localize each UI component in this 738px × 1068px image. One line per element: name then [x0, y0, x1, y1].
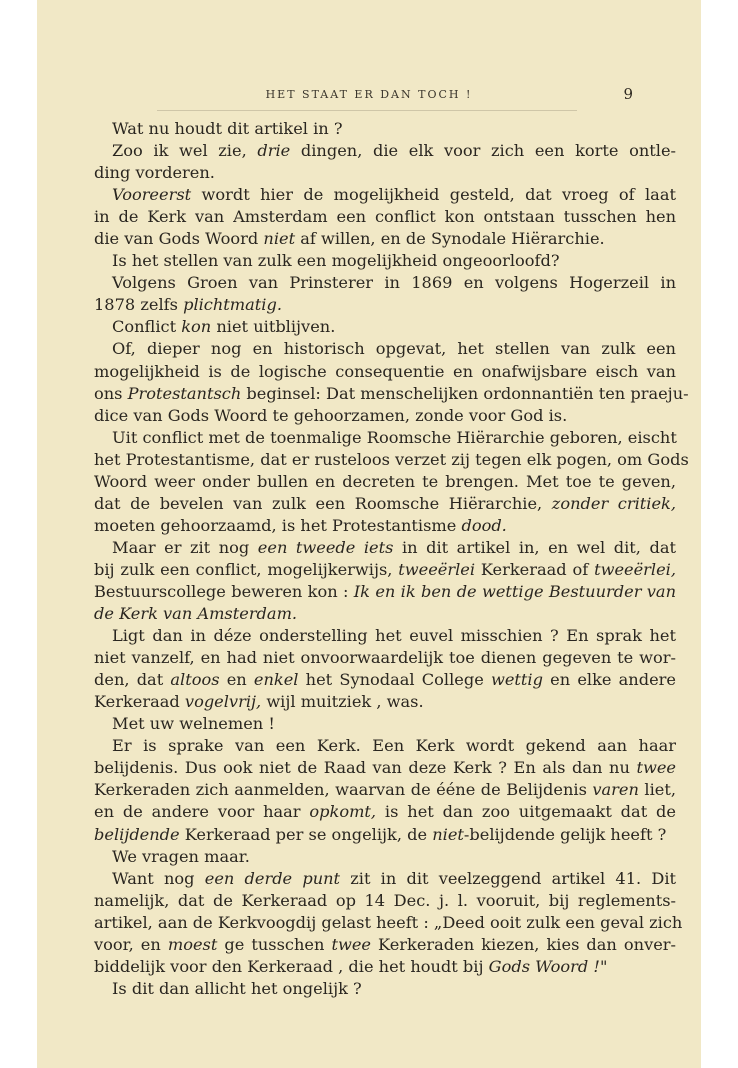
text-span: mogelijkheid is de logische consequentie en onafwijsbare eisch van	[94, 361, 676, 381]
text-span: in de Kerk van Amsterdam een conflict kon ontstaan tusschen hen	[94, 207, 676, 227]
italic-span: twee	[331, 934, 371, 954]
italic-span: niet	[263, 229, 296, 249]
text-line	[94, 118, 676, 140]
italic-span: belijdende	[94, 824, 180, 844]
text-span: Kerkeraden zich aanmelden, waarvan de ééne de Belijdenis	[94, 780, 593, 800]
text-span: Volgens Groen van Prinsterer in 1869 en volgens Hogerzeil in	[112, 273, 676, 293]
page-number: 9	[623, 85, 633, 103]
text-line	[94, 383, 689, 405]
italic-span: enkel	[253, 670, 299, 690]
text-span: ding vorderen.	[94, 163, 215, 183]
text-span: Kerkeraden kiezen, kies dan onver-	[371, 934, 677, 954]
text-line	[94, 537, 676, 559]
italic-span: zonder critiek,	[551, 493, 676, 513]
italic-span: Protestantsch	[127, 383, 242, 403]
text-span: ons	[94, 383, 128, 403]
text-span: Kerkeraad per se ongelijk, de	[179, 824, 433, 844]
text-span: Kerkeraad	[94, 692, 185, 712]
text-span: Ligt dan in déze onderstelling het euvel misschien ? En sprak het	[112, 626, 676, 646]
text-span: wordt hier de mogelijkheid gesteld, dat vroeg of laat	[191, 185, 676, 205]
text-span: af willen, en de Synodale Hiërarchie.	[295, 229, 605, 249]
text-span: wijl muitziek , was.	[261, 692, 424, 712]
text-span: bij zulk een conflict, mogelijkerwijs,	[94, 559, 399, 579]
text-line	[94, 934, 676, 956]
text-line	[94, 361, 676, 383]
text-line	[94, 801, 676, 823]
text-span: Woord weer onder bullen en decreten te brengen. Met toe te geven,	[94, 471, 676, 491]
text-span: Uit conflict met de toenmalige Roomsche Hiërarchie geboren, eischt	[112, 427, 677, 447]
text-line	[94, 581, 676, 603]
text-line	[94, 206, 676, 228]
text-line	[94, 250, 676, 272]
text-span: -belijdende gelijk heeft ?	[463, 824, 667, 844]
text-line	[94, 559, 676, 581]
text-line	[94, 162, 676, 184]
italic-span: niet	[432, 824, 464, 844]
italic-span: drie	[257, 141, 291, 161]
body-text	[94, 118, 689, 1000]
text-span: biddelijk voor den Kerkeraad , die het houdt bij	[94, 956, 489, 976]
text-span: Maar er zit nog	[112, 537, 258, 557]
text-span: Is dit dan allicht het ongelijk ?	[112, 978, 362, 998]
text-span: Want nog	[112, 868, 205, 888]
text-span: 1878 zelfs	[94, 295, 184, 315]
text-span: in dit artikel in, en wel dit, dat	[393, 537, 676, 557]
italic-span: varen	[592, 780, 639, 800]
text-span: zit in dit veelzeggend artikel 41. Dit	[340, 868, 676, 888]
running-title: HET STAAT ER DAN TOCH !	[265, 88, 473, 101]
text-line	[94, 956, 676, 978]
text-span: Met uw welnemen !	[112, 714, 275, 734]
text-span: ge tusschen	[217, 934, 332, 954]
header-rule	[157, 110, 577, 111]
text-span: niet vanzelf, en had niet onvoorwaardelijk toe dienen gegeven te wor-	[94, 648, 676, 668]
text-span: Er is sprake van een Kerk. Een Kerk wordt gekend aan haar	[112, 736, 676, 756]
text-line	[94, 471, 676, 493]
italic-span: de Kerk van Amsterdam.	[94, 604, 298, 624]
text-line	[94, 338, 676, 360]
text-span: het Protestantisme, dat er rusteloos verzet zij tegen elk pogen, om Gods	[94, 449, 689, 469]
text-span: Conflict	[112, 317, 182, 337]
text-span: dat de bevelen van zulk een Roomsche Hiërarchie,	[94, 493, 552, 513]
text-line	[94, 669, 676, 691]
italic-span: opkomt,	[309, 802, 377, 822]
text-span: liet,	[638, 780, 676, 800]
text-line	[94, 713, 676, 735]
text-span: den, dat	[94, 670, 171, 690]
text-line	[94, 603, 676, 625]
text-line	[94, 515, 676, 537]
text-span: en elke andere	[542, 670, 676, 690]
text-span: Wat nu houdt dit artikel in ?	[112, 119, 343, 138]
text-line	[94, 735, 676, 757]
text-span: dingen, die elk voor zich een korte ontle-	[290, 141, 676, 161]
italic-span: dood.	[461, 515, 507, 535]
text-span: Of, dieper nog en historisch opgevat, het stellen van zulk een	[112, 339, 676, 359]
italic-span: Vooreerst	[112, 185, 192, 205]
text-line	[94, 978, 676, 1000]
text-line	[94, 757, 676, 779]
text-span: Kerkeraad of	[475, 559, 595, 579]
text-line	[94, 647, 676, 669]
italic-span: tweeërlei	[398, 559, 476, 579]
text-span: en	[219, 670, 254, 690]
text-line	[94, 184, 676, 206]
text-span: belijdenis. Dus ook niet de Raad van deze Kerk ? En als dan nu	[94, 758, 637, 778]
text-span: Is het stellen van zulk een mogelijkheid ongeoorloofd?	[112, 251, 560, 271]
text-line	[94, 824, 676, 846]
text-span: Bestuurscollege beweren kon :	[94, 581, 354, 601]
italic-span: vogelvrij,	[184, 692, 262, 712]
text-line	[94, 625, 676, 647]
text-line	[94, 868, 676, 890]
text-line	[94, 294, 676, 316]
text-span: artikel, aan de Kerkvoogdij gelast heeft : „Deed ooit zulk een geval zich	[94, 912, 683, 932]
text-line	[94, 140, 676, 162]
italic-span: kon	[181, 317, 212, 337]
text-span: Zoo ik wel zie,	[112, 141, 258, 161]
italic-span: tweeërlei,	[594, 559, 676, 579]
text-span: dice van Gods Woord te gehoorzamen, zonde voor God is.	[94, 405, 568, 425]
italic-span: Gods Woord !	[488, 956, 600, 976]
text-line	[94, 316, 676, 338]
text-line	[94, 912, 683, 934]
text-span: niet uitblijven.	[211, 317, 336, 337]
text-span: "	[599, 956, 608, 976]
text-span: namelijk, dat de Kerkeraad op 14 Dec. j. l. vooruit, bij reglements-	[94, 890, 676, 910]
text-span: en de andere voor haar	[94, 802, 310, 822]
text-line	[94, 427, 676, 449]
text-line	[94, 449, 689, 471]
page-header	[37, 85, 701, 108]
text-line	[94, 691, 676, 713]
text-line	[94, 405, 676, 427]
italic-span: Ik en ik ben de wettige Bestuurder van	[353, 581, 676, 601]
text-span: het Synodaal College	[298, 670, 491, 690]
italic-span: moest	[167, 934, 218, 954]
text-line	[94, 779, 676, 801]
italic-span: een derde punt	[204, 868, 341, 888]
text-span: beginsel: Dat menschelijken ordonnantiën ten praeju-	[241, 383, 689, 403]
text-line	[94, 846, 676, 868]
italic-span: wettig	[490, 670, 543, 690]
text-span: is het dan zoo uitgemaakt dat de	[376, 802, 676, 822]
text-span: voor, en	[94, 934, 168, 954]
text-line	[94, 272, 676, 294]
text-line	[94, 228, 676, 250]
italic-span: een tweede iets	[257, 537, 394, 557]
text-span: We vragen maar.	[112, 846, 250, 866]
italic-span: altoos	[170, 670, 220, 690]
text-span: die van Gods Woord	[94, 229, 264, 249]
text-line	[94, 493, 676, 515]
text-span: moeten gehoorzaamd, is het Protestantisme	[94, 515, 462, 535]
book-page	[37, 0, 701, 1068]
text-line	[94, 890, 676, 912]
italic-span: twee	[636, 758, 676, 778]
italic-span: plichtmatig.	[183, 295, 282, 315]
